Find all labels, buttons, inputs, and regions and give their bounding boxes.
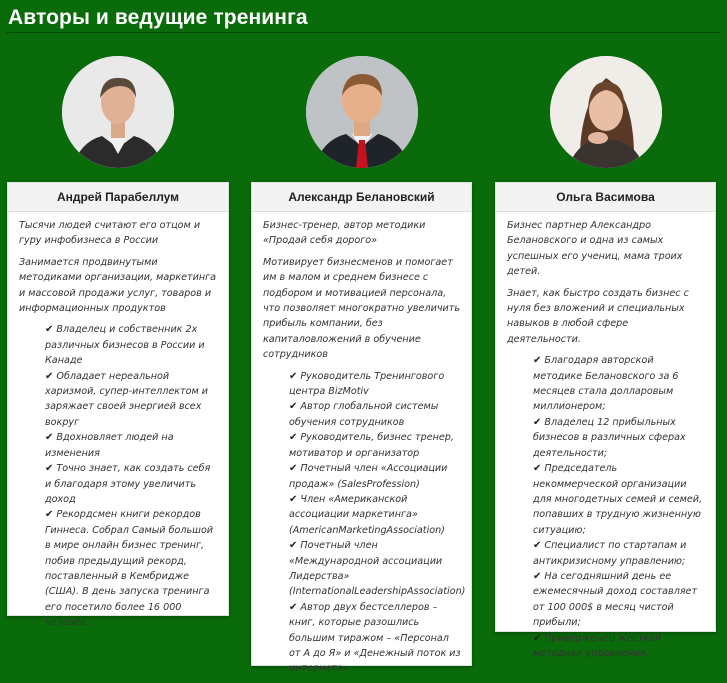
avatar-alexander: [306, 56, 418, 168]
check-icon: ✔: [289, 601, 298, 613]
list-item: ✔ Почетный член «Ассоциации продаж» (SalesProfession): [289, 463, 448, 490]
list-item: ✔ Приверженец жесткой методики управления.: [533, 632, 662, 659]
list-item: ✔ Вдохновляет людей на изменения: [45, 432, 174, 459]
check-icon: ✔: [289, 540, 298, 552]
list-item: ✔ Автор глобальной системы обучения сотрудников: [289, 401, 439, 428]
portrait-andrey-image: [62, 56, 174, 168]
intro-text: Тысячи людей считают его отцом и гуру инфобизнеса в России: [19, 220, 201, 247]
list-item: ✔ Точно знает, как создать себя и благодаря этому увеличить доход: [45, 463, 211, 505]
check-icon: ✔: [45, 432, 54, 444]
check-icon: ✔: [45, 509, 54, 521]
list-item: ✔ Член «Американской ассоциации маркетинга» (AmericanMarketingAssociation): [289, 493, 445, 536]
intro-text: Мотивирует бизнесменов и помогает им в малом и среднем бизнесе с подбором и мотивацией персонала, что позволяет многократно увеличить прибыль компании, без капиталовложений в обучение сотрудников: [263, 256, 460, 361]
check-icon: ✔: [533, 355, 542, 367]
check-icon: ✔: [533, 632, 542, 644]
avatar-andrey: [62, 56, 174, 168]
author-card-andrey: [7, 182, 229, 629]
achievement-list: [19, 322, 218, 630]
list-item: ✔ Председатель некоммерческой организации для многодетных семей и семей, попавших в трудную жизненную ситуацию;: [533, 463, 703, 536]
portrait-olga-image: [550, 56, 662, 168]
avatar-olga: [550, 56, 662, 168]
check-icon: ✔: [289, 401, 298, 413]
intro-text: Бизнес партнер Александро Белановского и одна из самых успешных его учениц, мама троих детей.: [507, 220, 683, 278]
author-name: Ольга Васимова: [496, 183, 715, 212]
check-icon: ✔: [45, 463, 54, 475]
author-card-alexander: [251, 182, 472, 675]
author-description: [496, 212, 715, 667]
intro-text: Знает, как быстро создать бизнес с нуля без вложений и специальных навыков в любой сфере деятельности.: [507, 287, 689, 345]
check-icon: ✔: [289, 370, 298, 382]
list-item: ✔ Почетный член «Международной ассоциации Лидерства» (InternationalLeadershipAssociation): [289, 540, 466, 598]
list-item: ✔ Руководитель, бизнес тренер, мотиватор и организатор: [289, 432, 454, 459]
author-description: [8, 212, 228, 637]
achievement-list: [507, 353, 705, 661]
achievement-list: [263, 369, 466, 677]
check-icon: ✔: [45, 370, 54, 382]
list-item: ✔ Специалист по стартапам и антикризисному управлению;: [533, 540, 687, 567]
author-card-olga: [495, 182, 716, 659]
list-item: ✔ Автор двух бестселлеров – книг, которые разошлись большим тиражом – «Персонал от А до Я» и «Денежный поток из интернета»: [289, 601, 461, 675]
page-title: Авторы и ведущие тренинга: [8, 6, 308, 29]
check-icon: ✔: [533, 540, 542, 552]
author-name: Андрей Парабеллум: [8, 183, 228, 212]
author-name: Александр Белановский: [252, 183, 471, 212]
portrait-alexander-image: [306, 56, 418, 168]
check-icon: ✔: [533, 416, 542, 428]
list-item: ✔ Обладает нереальной харизмой, супер-интеллектом и заряжает своей энергией всех вокруг: [45, 370, 209, 428]
list-item: ✔ Владелец и собственник 2х различных бизнесов в России и Канаде: [45, 324, 205, 367]
check-icon: ✔: [289, 493, 298, 505]
list-item: ✔ Рекордсмен книги рекордов Гиннеса. Собрал Самый большой в мире онлайн бизнес тренинг, побив предыдущий рекорд, поставленный в Кембридже (США). В день запуска тренинга его посетило более 16 000 человек.: [45, 509, 214, 629]
list-item: ✔ На сегодняшний день ее ежемесячный доход составляет от 100 000$ в месяц чистой прибыли;: [533, 570, 698, 629]
list-item: ✔ Владелец 12 прибыльных бизнесов в различных сферах деятельности;: [533, 416, 686, 459]
check-icon: ✔: [533, 570, 542, 582]
check-icon: ✔: [289, 463, 298, 475]
title-divider: [6, 32, 721, 33]
intro-text: Бизнес-тренер, автор методики «Продай себя дорого»: [263, 220, 426, 247]
check-icon: ✔: [533, 463, 542, 475]
check-icon: ✔: [289, 432, 298, 444]
list-item: ✔ Руководитель Тренингового центра BizMotiv: [289, 370, 445, 398]
check-icon: ✔: [45, 324, 54, 336]
intro-text: Занимается продвинутыми методиками организации, маркетинга и массовой продажи услуг, товаров и информационных продуктов: [19, 256, 217, 315]
list-item: ✔ Благодаря авторской методике Белановского за 6 месяцев стала долларовым миллионером;: [533, 355, 679, 413]
author-description: [252, 212, 471, 683]
